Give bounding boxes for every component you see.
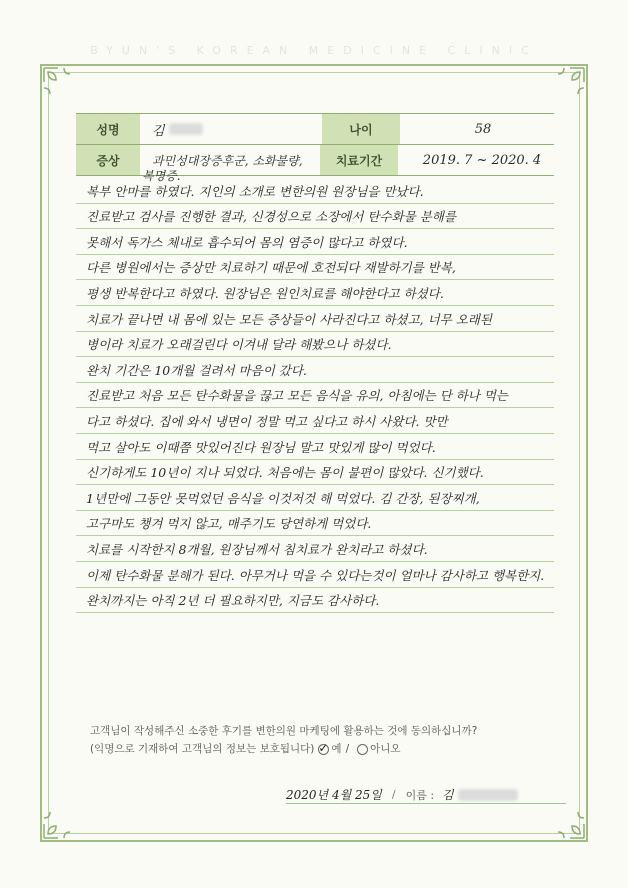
consent-note: (익명으로 기재하여 고객님의 정보는 보호됩니다) (90, 743, 315, 755)
review-line: 먹고 살아도 이때쯤 맛있어진다 원장님 말고 맛있게 많이 먹었다. (76, 434, 554, 460)
corner-ornament-icon (556, 810, 586, 840)
consent-yes-radio[interactable] (318, 744, 329, 755)
signature-row (286, 786, 566, 803)
review-line: 평생 반복한다고 하였다. 원장님은 원인치료를 해야한다고 하셨다. (76, 280, 554, 306)
signature-name-label: 이름 : (405, 788, 435, 802)
review-body[interactable] (76, 178, 554, 613)
signature-underline (286, 803, 566, 804)
corner-ornament-icon (42, 66, 72, 96)
treatment-period-value[interactable]: 2019. 7 ~ 2020. 4 (422, 152, 542, 168)
symptom-value[interactable]: 과민성대장증후군, 소화불량, (152, 153, 303, 168)
age-value[interactable]: 58 (474, 121, 492, 137)
treatment-period-label: 치료기간 (320, 145, 398, 175)
signature-name-redaction (458, 789, 518, 801)
symptom-label: 증상 (76, 145, 140, 175)
symptom-value-continued: 복명증. (142, 169, 181, 183)
review-line: 다른 병원에서는 증상만 치료하기 때문에 호전되다 재발하기를 반복, (76, 255, 554, 281)
info-row-name-age (76, 114, 554, 145)
review-line: 치료를 시작한지 8개월, 원장님께서 침치료가 완치라고 하셨다. (76, 536, 554, 562)
consent-separator: / (345, 743, 350, 755)
consent-question: 고객님이 작성해주신 소중한 후기를 변한의원 마케팅에 활용하는 것에 동의하십니까? (90, 725, 478, 737)
review-line: 복부 안마를 하였다. 지인의 소개로 변한의원 원장님을 만났다. (76, 178, 554, 204)
consent-no-label: 아니오 (370, 743, 401, 755)
consent-section (90, 722, 560, 758)
consent-no-radio[interactable] (357, 744, 368, 755)
age-label: 나이 (322, 114, 400, 144)
name-value[interactable] (140, 114, 322, 144)
review-line: 고구마도 챙겨 먹지 않고, 매주기도 당연하게 먹었다. (76, 511, 554, 537)
review-line: 못해서 독가스 체내로 흡수되어 몸의 염증이 많다고 하였다. (76, 229, 554, 255)
review-line: 이제 탄수화물 분해가 된다. 아무거나 먹을 수 있다는것이 얼마나 감사하고 행복한지. (76, 562, 554, 588)
consent-yes-label: 예 (331, 743, 342, 755)
review-line: 진료받고 처음 모든 탄수화물을 끊고 모든 음식을 유의, 아침에는 단 하나 먹는 (76, 383, 554, 409)
review-line: 1년만에 그동안 못먹었던 음식을 이것저것 해 먹었다. 김 간장, 된장찌개, (76, 485, 554, 511)
signature-separator: / (391, 788, 396, 801)
review-line: 진료받고 검사를 진행한 결과, 신경성으로 소장에서 탄수화물 분해를 (76, 204, 554, 230)
corner-ornament-icon (556, 66, 586, 96)
clinic-brand-watermark: BYUN'S KOREAN MEDICINE CLINIC (90, 44, 538, 57)
consent-options-row (90, 740, 560, 758)
review-line: 신기하게도 10년이 지나 되었다. 처음에는 몸이 불편이 많았다. 신기했다. (76, 460, 554, 486)
name-redaction (169, 123, 203, 135)
review-line: 완치까지는 아직 2년 더 필요하지만, 지금도 감사하다. (76, 588, 554, 614)
header-band (0, 0, 628, 62)
review-line: 치료가 끝나면 내 몸에 있는 모든 증상들이 사라진다고 하셨고, 너무 오래된 (76, 306, 554, 332)
signature-name-value[interactable]: 김 (442, 788, 454, 802)
name-text: 김 (152, 123, 165, 139)
review-line: 병이라 치료가 오래걸린다 이겨내 달라 해봤으나 하셨다. (76, 332, 554, 358)
review-line: 다고 하셨다. 집에 와서 냉면이 정말 먹고 싶다고 하시 사왔다. 맛만 (76, 408, 554, 434)
review-line: 완치 기간은 10개월 걸려서 마음이 갔다. (76, 357, 554, 383)
name-label: 성명 (76, 114, 140, 144)
signature-date[interactable]: 2020년 4월 25일 (286, 788, 382, 802)
corner-ornament-icon (42, 810, 72, 840)
